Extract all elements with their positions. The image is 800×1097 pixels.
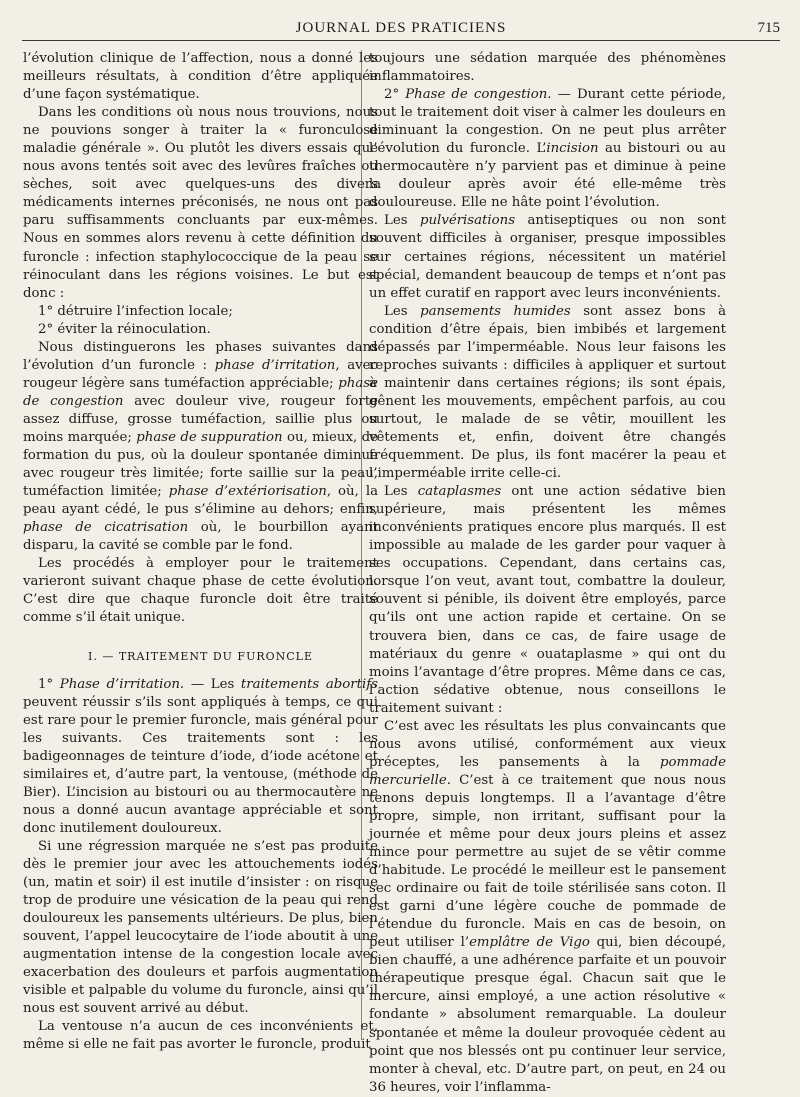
paragraph-pommade: C’est avec les résultats les plus convaincants que nous avons utilisé, conformément aux vieux préceptes, les pansements à la pommade mercurielle. C’est à ce traitement que nous nous tenons depuis longtemps. Il a l’avantage d’être propre, simple, non irritant, suffisant pour la journée et même pour deux jours pleins et assez mince pour permettre au sujet de se vêtir comme d’habitude. Le procédé le meilleur est le pansement sec ordinaire ou fait de toile stérilisée sans coton. Il est garni d’une légère couche de pommade de l’étendue du furoncle. Mais en cas de besoin, on peut utiliser l’emplâtre de Vigo qui, bien découpé, bien chauffé, a une adhérence parfaite et un pouvoir thérapeutique presque égal. Chacun sait que le mercure, ainsi employé, a une action résolutive « fondante » absolument remarquable. La douleur spontanée et même la douleur provoquée cèdent au point que nos blessés ont pu continuer leur service, monter à cheval, etc. D’autre part, on peut, en 24 ou 36 heures, voir l’inflamma-	[369, 718, 727, 1095]
page-number: 715	[757, 20, 780, 36]
paragraph-pansements: Les pansements humides sont assez bons à condition d’être épais, bien imbibés et largement dépassés par l’imperméable. Nous leur faisons les reproches suivants : difficiles à appliquer et surtout à maintenir dans certaines régions; ils sont épais, gênent les mouvements, empêchent parfois, au cou surtout, le malade de se vêtir, mouillent les vêtements et, enfin, doivent être changés fréquemment. De plus, ils font macérer la peau et l’imperméable irrite celle-ci.	[369, 303, 726, 482]
paragraph: Dans les conditions où nous nous trouvions, nous ne pouvions songer à traiter la « furonculose maladie générale ». Ou plutôt les divers essais que nous avons tentés soit avec des levûres fraîches ou sèches, soit avec quelques-uns des divers médicaments internes préconisés, ne nous ont pas paru suffisamments concluants par eux-mêmes. Nous en sommes alors revenu à cette définition du furoncle : infection staphylococcique de la peau se réinoculant dans les régions voisines. Le but est donc :	[23, 105, 378, 301]
paragraph: toujours une sédation marquée des phénomènes inflammatoires.	[369, 51, 726, 85]
paragraph-pulverisations: Les pulvérisations antiseptiques ou non sont souvent difficiles à organiser, presque impossibles sur certaines régions, nécessitent un matériel spécial, demandent beaucoup de temps et n’ont pas un effet curatif en rapport avec leurs inconvénients.	[369, 213, 726, 301]
section-heading: I. — TRAITEMENT DU FURONCLE	[87, 649, 314, 663]
list-item: 2° éviter la réinoculation.	[38, 321, 211, 337]
paragraph-cataplasmes: Les cataplasmes ont une action sédative bien supérieure, mais présentent les mêmes inconvénients pratiques encore plus marqués. Il est impossible au malade de les garder pour vaquer à ses occupations. Cependant, dans certains cas, lorsque l’on veut, avant tout, combattre la douleur, souvent si pénible, ils doivent être employés, parce qu’ils ont une action rapide et certaine. On se trouvera bien, dans ce cas, de faire usage de matériaux du genre « ouataplasme » qui ont du moins l’avantage d’être propres. Même dans ce cas, l’action sédative obtenue, nous conseillons le traitement suivant :	[369, 484, 727, 716]
right-column	[369, 50, 726, 1097]
paragraph: l’évolution clinique de l’affection, nous a donné les meilleurs résultats, à condition d’être appliquée d’une façon systématique.	[23, 51, 378, 103]
left-column	[23, 50, 378, 1055]
journal-title: JOURNAL DES PRATICIENS	[295, 20, 507, 36]
paragraph: Si une régression marquée ne s’est pas produite dès le premier jour avec les attouchements iodés (un, matin et soir) il est inutile d’insister : on risque trop de produire une vésication de la peau qui rend douloureux les pansements ultérieurs. De plus, bien souvent, l’appel leucocytaire de l’iode aboutit à une augmentation intense de la congestion locale avec exacerbation des douleurs et parfois augmentation visible et palpable du volume du furoncle, ainsi qu’il nous est souvent arrivé au début.	[23, 838, 378, 1017]
list-item: 1° détruire l’infection locale;	[38, 303, 233, 319]
running-header	[22, 14, 780, 41]
paragraph: La ventouse n’a aucun de ces inconvénients et, même si elle ne fait pas avorter le furoncle, produit	[23, 1019, 378, 1053]
paragraph-irritation: 1° Phase d’irritation. — Les traitements abortifs peuvent réussir s’ils sont appliqués à temps, ce qui est rare pour le premier furoncle, mais général pour les suivants. Ces traitements sont : les badigeonnages de teinture d’iode, d’iode acétone et similaires et, d’autre part, la ventouse, (méthode de Bier). L’incision au bistouri ou au thermocautère ne nous a donné aucun avantage appréciable et sont donc inutilement douloureux.	[23, 676, 379, 836]
paragraph-congestion: 2° Phase de congestion. — Durant cette période, tout le traitement doit viser à calmer les douleurs en diminuant la congestion. On ne peut plus arrêter l’évolution du furoncle. L’incision au bistouri ou au thermocautère n’y parvient pas et diminue à peine la douleur après avoir été elle-même très douloureuse. Elle ne hâte point l’évolution.	[369, 87, 727, 211]
paragraph-phases: Nous distinguerons les phases suivantes dans l’évolution d’un furoncle : phase d’irritation, avec rougeur légère sans tuméfaction appréciable; phase de congestion avec douleur vive, rougeur forte assez diffuse, grosse tuméfaction, saillie plus ou moins marquée; phase de suppuration ou, mieux, de formation du pus, où la douleur spontanée diminue avec rougeur très limitée; forte saillie sur la peau, tuméfaction limitée; phase d’extériorisation, où, la peau ayant cédé, le pus s’élimine au dehors; enfin, phase de cicatrisation où, le bourbillon ayant disparu, la cavité se comble par le fond.	[23, 339, 379, 554]
paragraph: Les procédés à employer pour le traitement varieront suivant chaque phase de cette évolution. C’est dire que chaque furoncle doit être traité comme s’il était unique.	[23, 556, 378, 626]
